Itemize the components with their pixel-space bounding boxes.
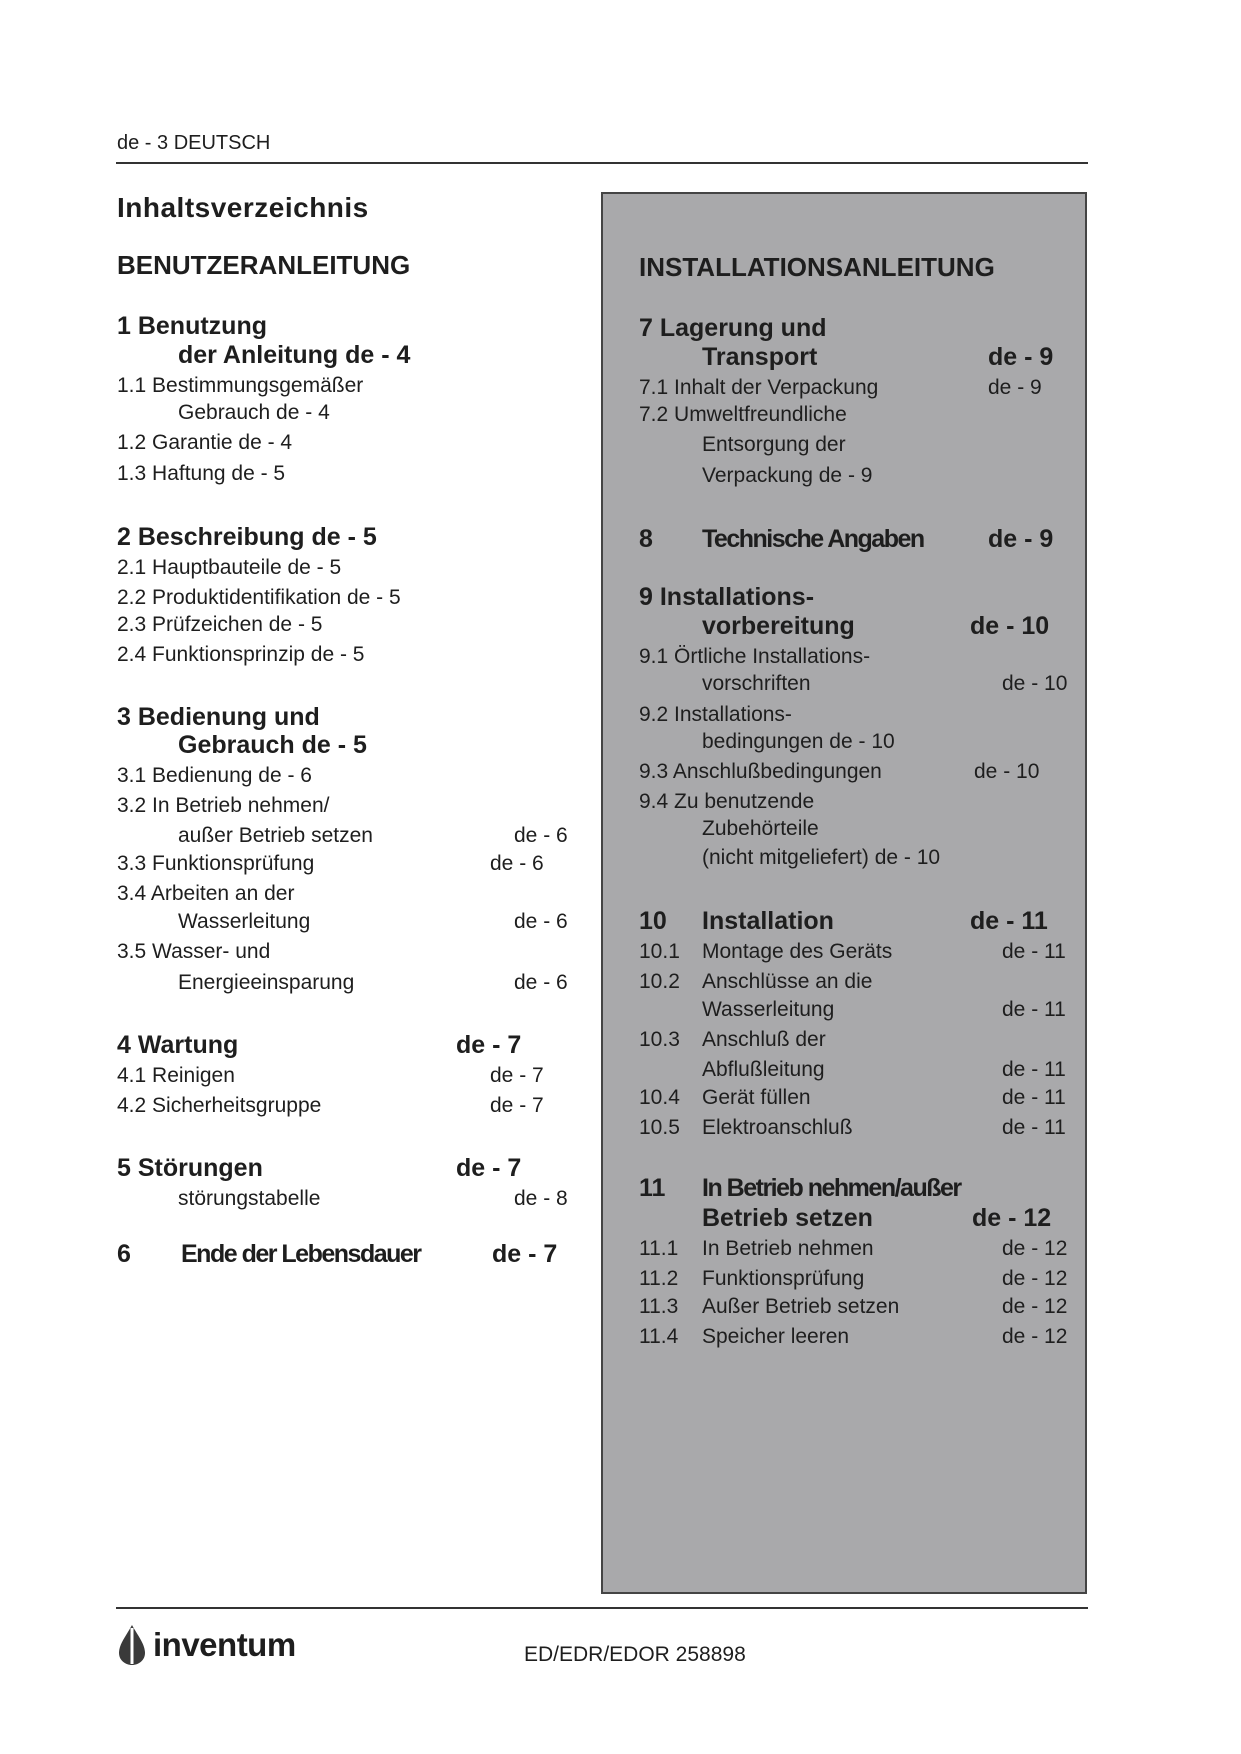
toc-entry-5-1[interactable]: störungstabelle [178, 1187, 321, 1210]
toc-entry-10-1[interactable]: Montage des Geräts [702, 940, 893, 963]
toc-entry-ch10[interactable]: Installation [702, 907, 834, 935]
toc-entry-7-2b[interactable]: Entsorgung der [702, 433, 846, 456]
toc-entry-ch1-l1[interactable]: 1 Benutzung [117, 312, 267, 340]
toc-entry-ch6[interactable]: Ende der Lebensdauer [181, 1240, 421, 1268]
toc-page-4-2: de - 7 [490, 1094, 544, 1117]
toc-entry-9-1b[interactable]: vorschriften [702, 672, 811, 695]
toc-num-10-4: 10.4 [639, 1086, 680, 1109]
toc-entry-3-4a[interactable]: 3.4 Arbeiten an der [117, 882, 295, 905]
toc-entry-1-3[interactable]: 1.3 Haftung de - 5 [117, 462, 286, 485]
toc-page-4-1: de - 7 [490, 1064, 544, 1087]
toc-entry-ch3-l2[interactable]: Gebrauch de - 5 [178, 731, 367, 759]
toc-page-10-4: de - 11 [1002, 1086, 1066, 1109]
toc-page-10-3: de - 11 [1002, 1058, 1066, 1081]
toc-page-11-1: de - 12 [1002, 1237, 1068, 1260]
running-header: de - 3 DEUTSCH [117, 132, 271, 154]
toc-entry-ch11-l2[interactable]: Betrieb setzen [702, 1204, 873, 1232]
toc-page-ch7: de - 9 [988, 343, 1054, 371]
toc-entry-ch11-l1[interactable]: In Betrieb nehmen/außer [702, 1174, 961, 1202]
toc-entry-10-3a[interactable]: Anschluß der [702, 1028, 826, 1051]
toc-page-11-2: de - 12 [1002, 1267, 1068, 1290]
toc-entry-ch1-l2[interactable]: der Anleitung de - 4 [178, 341, 411, 369]
toc-entry-4-2[interactable]: 4.2 Sicherheitsgruppe [117, 1094, 322, 1117]
toc-entry-ch5[interactable]: 5 Störungen [117, 1154, 263, 1182]
toc-page-10-2: de - 11 [1002, 998, 1066, 1021]
toc-entry-ch7-l2[interactable]: Transport [702, 343, 818, 371]
toc-entry-9-2b[interactable]: bedingungen de - 10 [702, 730, 895, 753]
toc-entry-11-3[interactable]: Außer Betrieb setzen [702, 1295, 900, 1318]
toc-entry-3-5a[interactable]: 3.5 Wasser- und [117, 940, 271, 963]
toc-num-10-5: 10.5 [639, 1116, 680, 1139]
toc-entry-9-2a[interactable]: 9.2 Installations- [639, 703, 792, 726]
toc-entry-2-1[interactable]: 2.1 Hauptbauteile de - 5 [117, 556, 342, 579]
toc-entry-ch2[interactable]: 2 Beschreibung de - 5 [117, 523, 377, 551]
toc-entry-1-1b[interactable]: Gebrauch de - 4 [178, 401, 330, 424]
installation-panel [601, 192, 1087, 1594]
toc-entry-3-1[interactable]: 3.1 Bedienung de - 6 [117, 764, 312, 787]
toc-entry-9-4a[interactable]: 9.4 Zu benutzende [639, 790, 815, 813]
toc-entry-3-5b[interactable]: Energieeinsparung [178, 971, 355, 994]
toc-page-9-1: de - 10 [1002, 672, 1068, 695]
toc-num-ch11: 11 [639, 1174, 666, 1202]
toc-page-ch10: de - 11 [970, 907, 1048, 935]
toc-page-ch4: de - 7 [456, 1031, 522, 1059]
toc-entry-2-4[interactable]: 2.4 Funktionsprinzip de - 5 [117, 643, 365, 666]
toc-entry-3-2a[interactable]: 3.2 In Betrieb nehmen/ [117, 794, 330, 817]
installation-heading: INSTALLATIONSANLEITUNG [639, 252, 995, 282]
toc-page-3-5: de - 6 [514, 971, 568, 994]
toc-page-10-5: de - 11 [1002, 1116, 1066, 1139]
toc-entry-3-3[interactable]: 3.3 Funktionsprüfung [117, 852, 315, 875]
toc-page-11-4: de - 12 [1002, 1325, 1068, 1348]
toc-num-10-2: 10.2 [639, 970, 680, 993]
toc-entry-3-4b[interactable]: Wasserleitung [178, 910, 311, 933]
toc-num-ch8: 8 [639, 525, 653, 553]
toc-entry-ch3-l1[interactable]: 3 Bedienung und [117, 703, 320, 731]
toc-page-9-3: de - 10 [974, 760, 1040, 783]
toc-entry-ch9-l2[interactable]: vorbereitung [702, 612, 855, 640]
toc-page-7-1: de - 9 [988, 376, 1042, 399]
toc-entry-3-2b[interactable]: außer Betrieb setzen [178, 824, 373, 847]
toc-num-10-1: 10.1 [639, 940, 680, 963]
toc-num-11-4: 11.4 [639, 1325, 679, 1348]
toc-entry-11-1[interactable]: In Betrieb nehmen [702, 1237, 874, 1260]
toc-page-3-2: de - 6 [514, 824, 568, 847]
toc-page-5-1: de - 8 [514, 1187, 568, 1210]
toc-entry-4-1[interactable]: 4.1 Reinigen [117, 1064, 235, 1087]
toc-entry-1-1a[interactable]: 1.1 Bestimmungsgemäßer [117, 374, 364, 397]
header-rule [116, 162, 1088, 164]
inventum-drop-icon [117, 1624, 147, 1666]
toc-num-10-3: 10.3 [639, 1028, 680, 1051]
toc-entry-10-5[interactable]: Elektroanschluß [702, 1116, 853, 1139]
toc-entry-2-2[interactable]: 2.2 Produktidentifikation de - 5 [117, 586, 401, 609]
toc-entry-ch4[interactable]: 4 Wartung [117, 1031, 239, 1059]
toc-page-3-4: de - 6 [514, 910, 568, 933]
toc-entry-7-2c[interactable]: Verpackung de - 9 [702, 464, 873, 487]
toc-page-ch8: de - 9 [988, 525, 1054, 553]
toc-entry-7-2a[interactable]: 7.2 Umweltfreundliche [639, 403, 847, 426]
toc-entry-ch9-l1[interactable]: 9 Installations- [639, 583, 815, 611]
toc-entry-11-4[interactable]: Speicher leeren [702, 1325, 850, 1348]
toc-page-ch6: de - 7 [492, 1240, 558, 1268]
toc-num-ch6: 6 [117, 1240, 131, 1268]
toc-page-ch5: de - 7 [456, 1154, 522, 1182]
toc-page-10-1: de - 11 [1002, 940, 1066, 963]
toc-title: Inhaltsverzeichnis [117, 192, 369, 223]
toc-entry-9-4b[interactable]: Zubehörteile [702, 817, 819, 840]
toc-entry-10-2a[interactable]: Anschlüsse an die [702, 970, 873, 993]
model-number: ED/EDR/EDOR 258898 [524, 1643, 746, 1666]
toc-entry-7-1[interactable]: 7.1 Inhalt der Verpackung [639, 376, 879, 399]
brand-logo: inventum [153, 1626, 296, 1663]
toc-page-ch9: de - 10 [970, 612, 1050, 640]
toc-num-11-3: 11.3 [639, 1295, 679, 1318]
toc-entry-ch7-l1[interactable]: 7 Lagerung und [639, 314, 827, 342]
toc-entry-10-3b[interactable]: Abflußleitung [702, 1058, 825, 1081]
footer-rule [116, 1607, 1088, 1609]
toc-num-11-1: 11.1 [639, 1237, 679, 1260]
toc-entry-ch8[interactable]: Technische Angaben [702, 525, 924, 553]
toc-page-11-3: de - 12 [1002, 1295, 1068, 1318]
toc-page-3-3: de - 6 [490, 852, 544, 875]
toc-page-ch11: de - 12 [972, 1204, 1052, 1232]
toc-num-ch10: 10 [639, 907, 667, 935]
toc-entry-11-2[interactable]: Funktionsprüfung [702, 1267, 865, 1290]
toc-entry-10-4[interactable]: Gerät füllen [702, 1086, 811, 1109]
toc-entry-2-3[interactable]: 2.3 Prüfzeichen de - 5 [117, 613, 323, 636]
toc-num-11-2: 11.2 [639, 1267, 679, 1290]
toc-entry-9-3[interactable]: 9.3 Anschlußbedingungen [639, 760, 882, 783]
user-guide-heading: BENUTZERANLEITUNG [117, 250, 411, 280]
toc-entry-1-2[interactable]: 1.2 Garantie de - 4 [117, 431, 293, 454]
toc-entry-9-1a[interactable]: 9.1 Örtliche Installations- [639, 645, 871, 668]
toc-entry-9-4c[interactable]: (nicht mitgeliefert) de - 10 [702, 846, 941, 869]
toc-entry-10-2b[interactable]: Wasserleitung [702, 998, 835, 1021]
